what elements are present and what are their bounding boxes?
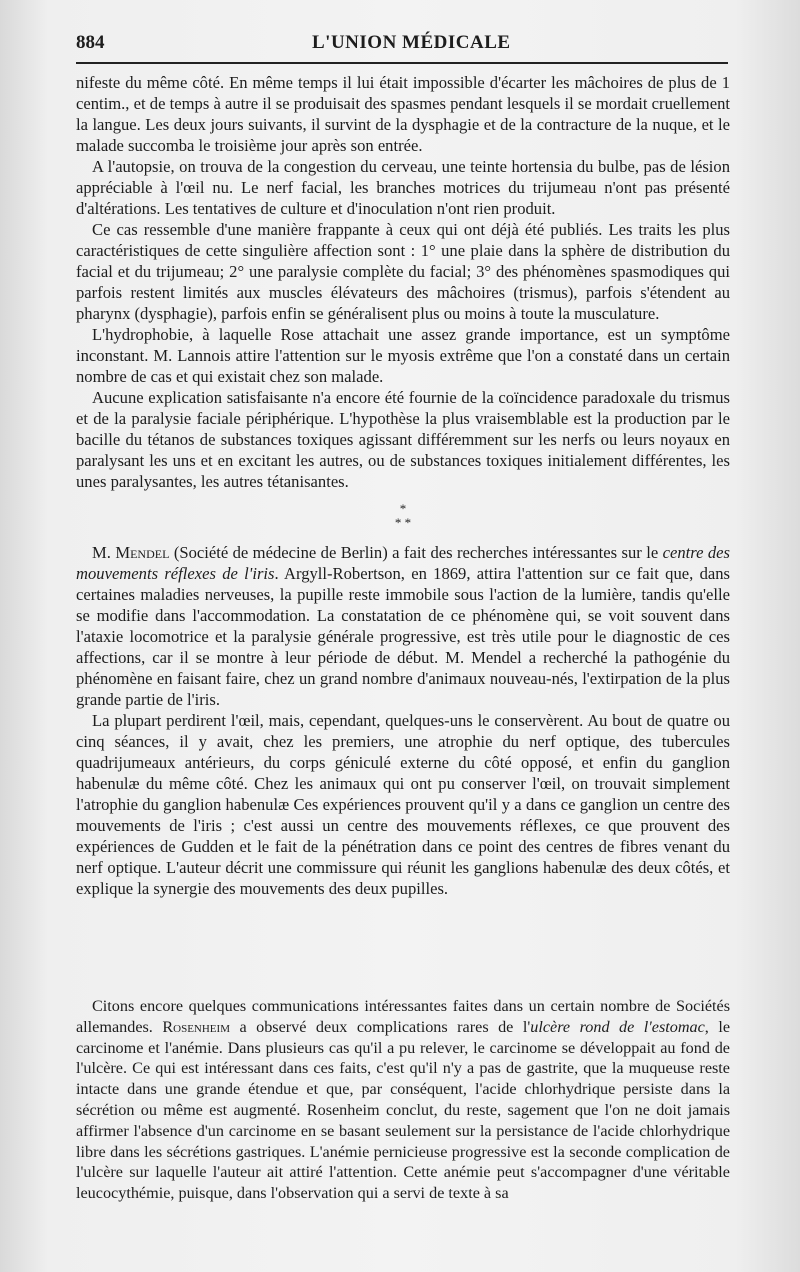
running-head: L'UNION MÉDICALE <box>312 32 511 53</box>
paragraph-text: , le carcinome et l'anémie. Dans plusieurs cas qu'il a pu relever, le carcinome se développait au fond de l'ulcère. Ce qui est intéressant dans ces faits, c'est qu'il n'y a pas de gastrite, que la muqueuse reste intacte dans une grande étendue et que, par conséquent, l'acide chlorhydrique persiste dans la sécrétion ou même est augmenté. Rosenheim conclut, du reste, sagement que l'on ne doit jamais affirmer l'absence d'un carcinome en se basant seulement sur la persistance de l'acide chlorhydrique libre dans les sécrétions gastriques. L'anémie pernicieuse progressive est la seconde complication de l'ulcère sur laquelle l'auteur ait attiré l'attention. Cette anémie peut s'accompagner d'une véritable leucocythémie, puisque, dans l'observation qui a servi de texte à sa <box>76 1017 731 1203</box>
page-number: 884 <box>76 32 105 53</box>
paragraph: Aucune explication satisfaisante n'a encore été fournie de la coïncidence paradoxale du trismus et de la paralysie faciale périphérique. L'hypothèse la plus vraisemblable est la production par le bacille du tétanos de substances toxiques agissant différemment sur les nerfs ou leurs noyaux en paralysant les uns et en excitant les autres, ou de substances toxiques initialement différentes, les unes paralysantes, les autres tétanisantes. <box>76 388 730 491</box>
paragraph-text: . Argyll-Robertson, en 1869, attira l'attention sur ce fait que, dans certaines maladies nerveuses, la pupille reste immobile sous l'action de la lumière, tandis qu'elle se modifie dans l'accommodation. La constatation de ce phénomène qui, se voit souvent dans l'ataxie locomotrice et la paralysie générale progressive, est très utile pour le diagnostic de ces affections, car il se montre à leur période de début. M. Mendel a recherché la pathogénie du phénomène en faisant faire, chez un grand nombre d'animaux nouveau-nés, l'extirpation de la plus grande partie de l'iris. <box>76 564 730 709</box>
italic-title: centre des mouvements réflexes de l'iris <box>76 543 730 583</box>
small-print-section <box>76 996 730 1204</box>
paragraph: La plupart perdirent l'œil, mais, cependant, quelques-uns le conservèrent. Au bout de quatre ou cinq séances, il y avait, chez les premiers, une atrophie du nerf optique, des tubercules quadrijumeaux antérieurs, du corps géniculé externe du côté opposé, et enfin du ganglion habenulæ du même côté. Chez les animaux qui ont pu conserver l'œil, on trouvait simplement l'atrophie du ganglion habenulæ Ces expériences prouvent qu'il y a dans ce ganglion un centre des mouvements de l'iris ; c'est aussi un centre des mouvements réflexes, ce que prouvent des expériences de Gudden et le fait de la pénétration dans ce point des centres de fibres venant du nerf optique. L'auteur décrit une commissure qui réunit les ganglions habenulæ des deux côtés, et explique la synergie des mouvements des deux pupilles. <box>76 711 730 898</box>
author-name: Rosenheim <box>162 1017 230 1036</box>
main-text <box>76 72 730 899</box>
page-header <box>76 28 728 64</box>
author-name: M. Mendel <box>92 543 170 562</box>
paragraph-text: (Société de médecine de Berlin) a fait des recherches intéressantes sur le <box>169 543 663 562</box>
paragraph: A l'autopsie, on trouva de la congestion du cerveau, une teinte hortensia du bulbe, pas de lésion appréciable à l'œil nu. Le nerf facial, les branches motrices du trijumeau n'ont pas présenté d'altérations. Les tentatives de culture et d'inoculation n'ont rien produit. <box>76 157 730 218</box>
header-rule <box>76 62 728 64</box>
paragraph: nifeste du même côté. En même temps il lui était impossible d'écarter les mâchoires de plus de 1 centim., et de temps à autre il se produisait des spasmes pendant lesquels il se mordait cruellement la langue. Les deux jours suivants, il survint de la dysphagie et de la contracture de la nuque, et le malade succomba le troisième jour après son entrée. <box>76 73 730 155</box>
paragraph: L'hydrophobie, à laquelle Rose attachait une assez grande importance, est un symptôme inconstant. M. Lannois attire l'attention sur le myosis extrême que l'on a constaté dans un certain nombre de cas et qui existait chez son malade. <box>76 325 730 386</box>
paragraph-text: Citons encore quelques communications intéressantes faites dans un certain nombre de Sociétés allemandes. <box>76 997 730 1036</box>
paragraph-text: a observé deux complications rares de l' <box>229 1017 531 1036</box>
paragraph: Ce cas ressemble d'une manière frappante à ceux qui ont déjà été publiés. Les traits les plus caractéristiques de cette singulière affection sont : 1° une plaie dans la sphère de distribution du facial et du trijumeau; 2° une paralysie complète du facial; 3° des phénomènes spasmodiques qui parfois restent limités aux muscles élévateurs des mâchoires (trismus), parfois s'étendent au pharynx (dysphagie), parfois enfin se généralisent plus ou moins à toute la musculature. <box>76 220 730 323</box>
paragraph-rosenheim <box>76 996 730 1204</box>
italic-title: ulcère rond de l'estomac <box>530 1017 705 1036</box>
section-asterism: * * * <box>394 501 412 530</box>
paragraph-mendel <box>76 542 730 710</box>
